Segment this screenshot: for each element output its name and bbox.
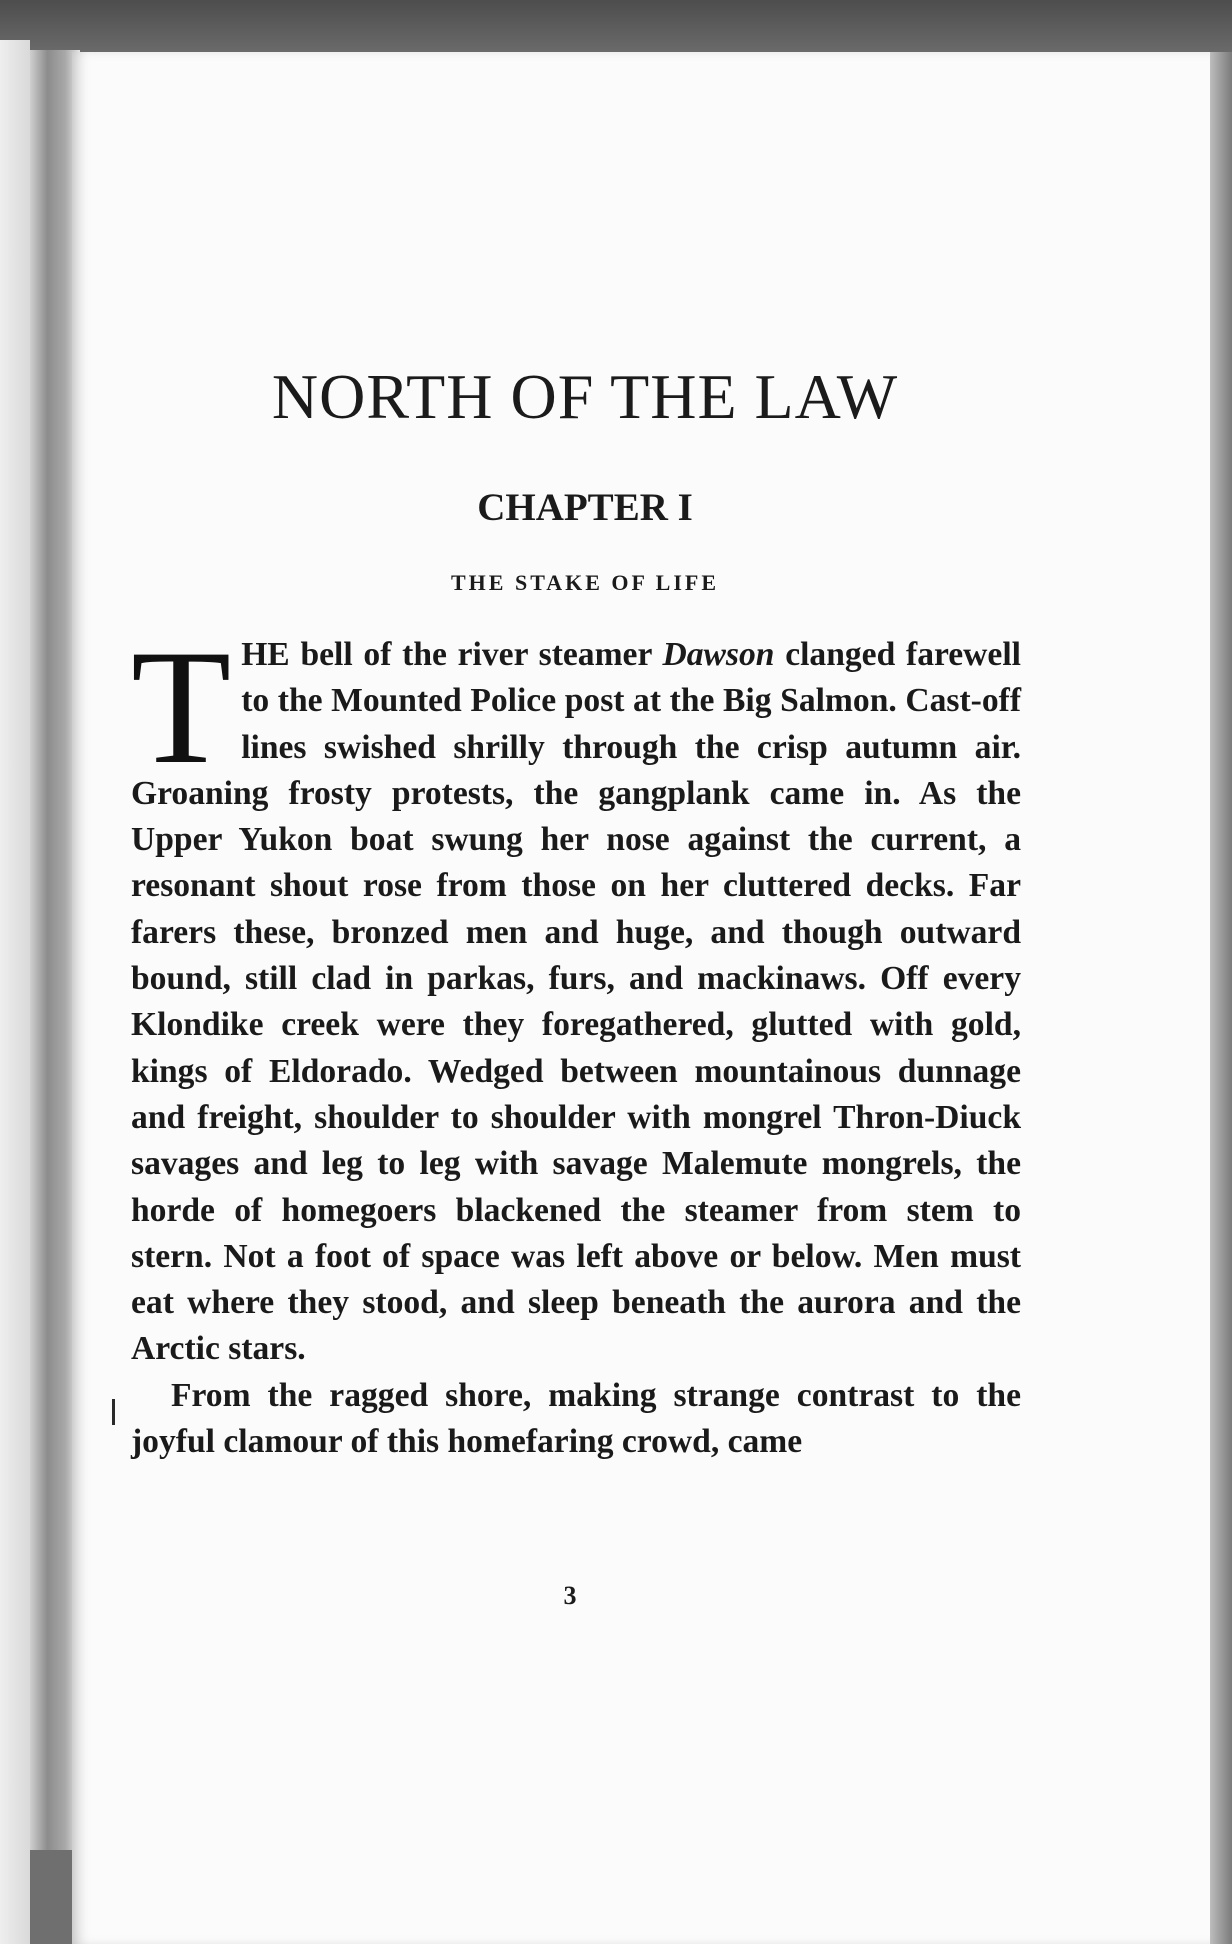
drop-cap: T <box>131 617 232 798</box>
facing-page-edge <box>0 40 30 1944</box>
steamer-name: Dawson <box>662 636 775 673</box>
paragraph-1-start: HE bell of the river steamer <box>241 636 663 673</box>
paragraph-2: From the ragged shore, making strange contrast to the joyful clamour of this homefaring crowd, came <box>131 1376 1021 1461</box>
page-number: 3 <box>563 1581 577 1610</box>
body-text <box>131 617 1021 1465</box>
page-edge <box>1210 52 1232 1944</box>
margin-mark <box>112 1399 115 1425</box>
chapter-heading: CHAPTER I <box>477 486 693 529</box>
book-title: NORTH OF THE LAW <box>271 361 899 432</box>
paragraph-1 <box>131 617 1021 1373</box>
chapter-title: THE STAKE OF LIFE <box>451 570 719 595</box>
paragraph-1-rest: clanged farewell to the Mounted Police post at the Big Salmon. Cast-off lines swished shrilly through the crisp autumn air. Groaning frosty protests, the gangplank came in. As the Upper Yukon boat swung her nose against the current, a resonant shout rose from those on her cluttered decks. Far farers these, bronzed men and huge, and though outward bound, still clad in parkas, furs, and mackinaws. Off every Klondike creek were they foregathered, glutted with gold, kings of Eldorado. Wedged between mountainous dunnage and freight, shoulder to shoulder with mongrel Thron-Diuck savages and leg to leg with savage Malemute mongrels, the horde of homegoers blackened the steamer from stem to stern. Not a foot of space was left above or below. Men must eat where they stood, and sleep beneath the aurora and the Arctic stars. <box>131 636 1021 1368</box>
scan-background <box>0 0 1232 52</box>
